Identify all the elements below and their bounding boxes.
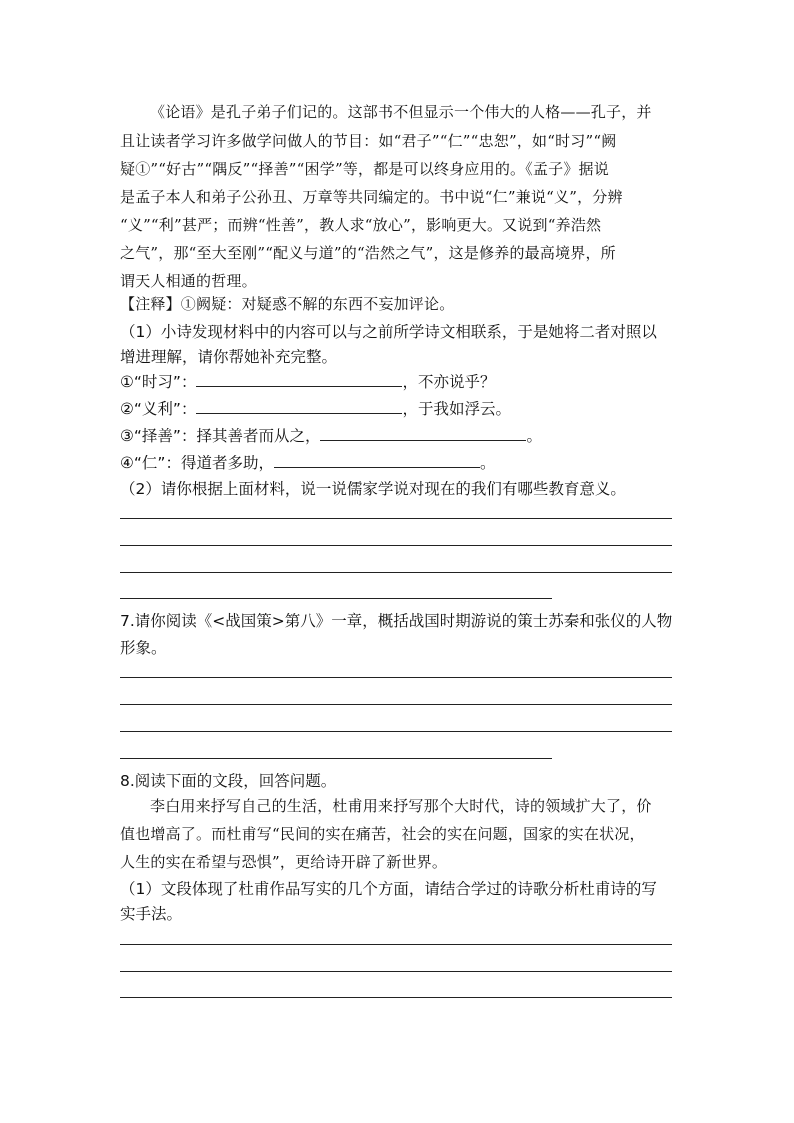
passage-line-5: “义”“利”甚严；而辨“性善”，教人求“放心”，影响更大。又说到“养浩然 [120, 216, 602, 234]
q7-answer-line-3[interactable] [120, 731, 672, 732]
q6-item-4-answer-blank[interactable] [274, 453, 480, 468]
q6-part1-line1: （1）小诗发现材料中的内容可以与之前所学诗文相联系，于是她将二者对照以 [120, 323, 657, 341]
q6-item-1-suffix: ，不亦说乎？ [402, 373, 496, 391]
q7-answer-line-2[interactable] [120, 704, 672, 705]
q6-answer-line-2[interactable] [120, 545, 672, 546]
q6-item-3-answer-blank[interactable] [320, 426, 526, 441]
q6-answer-line-3[interactable] [120, 572, 672, 573]
q6-item-3-prefix: ③“择善”：择其善者而从之， [120, 427, 321, 445]
q6-item-2-suffix: ，于我如浮云。 [402, 400, 511, 418]
q8-part1-line2: 实手法。 [120, 905, 183, 923]
passage-line-1: 《论语》是孔子弟子们记的。这部书不但显示一个伟大的人格——孔子，并 [150, 103, 652, 121]
q6-part1-line2: 增进理解，请你帮她补充完整。 [120, 348, 338, 366]
q6-item-1 [120, 370, 680, 392]
passage-line-2: 且让读者学习许多做学问做人的节目：如“君子”“仁”“忠恕”，如“时习”“阙 [120, 132, 617, 150]
q6-answer-line-1[interactable] [120, 518, 672, 519]
q6-item-2 [120, 397, 680, 419]
q8-passage-line-3: 人生的实在希望与恐惧”，更给诗开辟了新世界。 [120, 853, 448, 871]
q6-item-2-prefix: ②“义利”： [120, 400, 197, 418]
q8-passage-line-1: 李白用来抒写自己的生活，杜甫用来抒写那个大时代，诗的领域扩大了，价 [150, 797, 652, 815]
q8-passage-line-2: 值也增高了。而杜甫写“民间的实在痛苦，社会的实在问题，国家的实在状况， [120, 825, 645, 843]
q8-answer-line-1[interactable] [120, 944, 672, 945]
q7-line2: 形象。 [120, 639, 167, 657]
q6-item-4-suffix: 。 [479, 454, 496, 472]
passage-note: 【注释】①阙疑：对疑惑不解的东西不妄加评论。 [120, 295, 455, 313]
passage-line-6: 之气”，那“至大至刚”“配义与道”的“浩然之气”，这是修养的最高境界，所 [120, 244, 616, 262]
q6-item-4 [120, 451, 680, 473]
passage-line-4: 是孟子本人和弟子公孙丑、万章等共同编定的。书中说“仁”兼说“义”，分辨 [120, 188, 623, 206]
passage-line-3: 疑①”“好古”“隅反”“择善”“困学”等，都是可以终身应用的。《孟子》据说 [120, 160, 609, 178]
q6-item-3 [120, 424, 680, 446]
q7-line1: 7.请你阅读《<战国策>第八》一章，概括战国时期游说的策士苏秦和张仪的人物 [120, 612, 673, 630]
q6-item-3-suffix: 。 [526, 427, 542, 445]
q8-part1-line1: （1）文段体现了杜甫作品写实的几个方面，请结合学过的诗歌分析杜甫诗的写 [120, 880, 657, 898]
q6-answer-line-4[interactable] [120, 598, 552, 599]
q8-answer-line-2[interactable] [120, 971, 672, 972]
q7-answer-line-1[interactable] [120, 677, 672, 678]
q6-item-2-answer-blank[interactable] [196, 399, 402, 414]
q6-item-1-answer-blank[interactable] [196, 372, 402, 387]
q8-answer-line-3[interactable] [120, 997, 672, 998]
q8-title: 8.阅读下面的文段，回答问题。 [120, 772, 337, 790]
passage-line-7: 谓天人相通的哲理。 [120, 272, 257, 290]
q6-item-4-prefix: ④“仁”：得道者多助， [120, 454, 274, 472]
q6-part2: （2）请你根据上面材料，说一说儒家学说对现在的我们有哪些教育意义。 [120, 480, 626, 498]
q6-item-1-prefix: ①“时习”： [120, 373, 197, 391]
q7-answer-line-4[interactable] [120, 758, 552, 759]
